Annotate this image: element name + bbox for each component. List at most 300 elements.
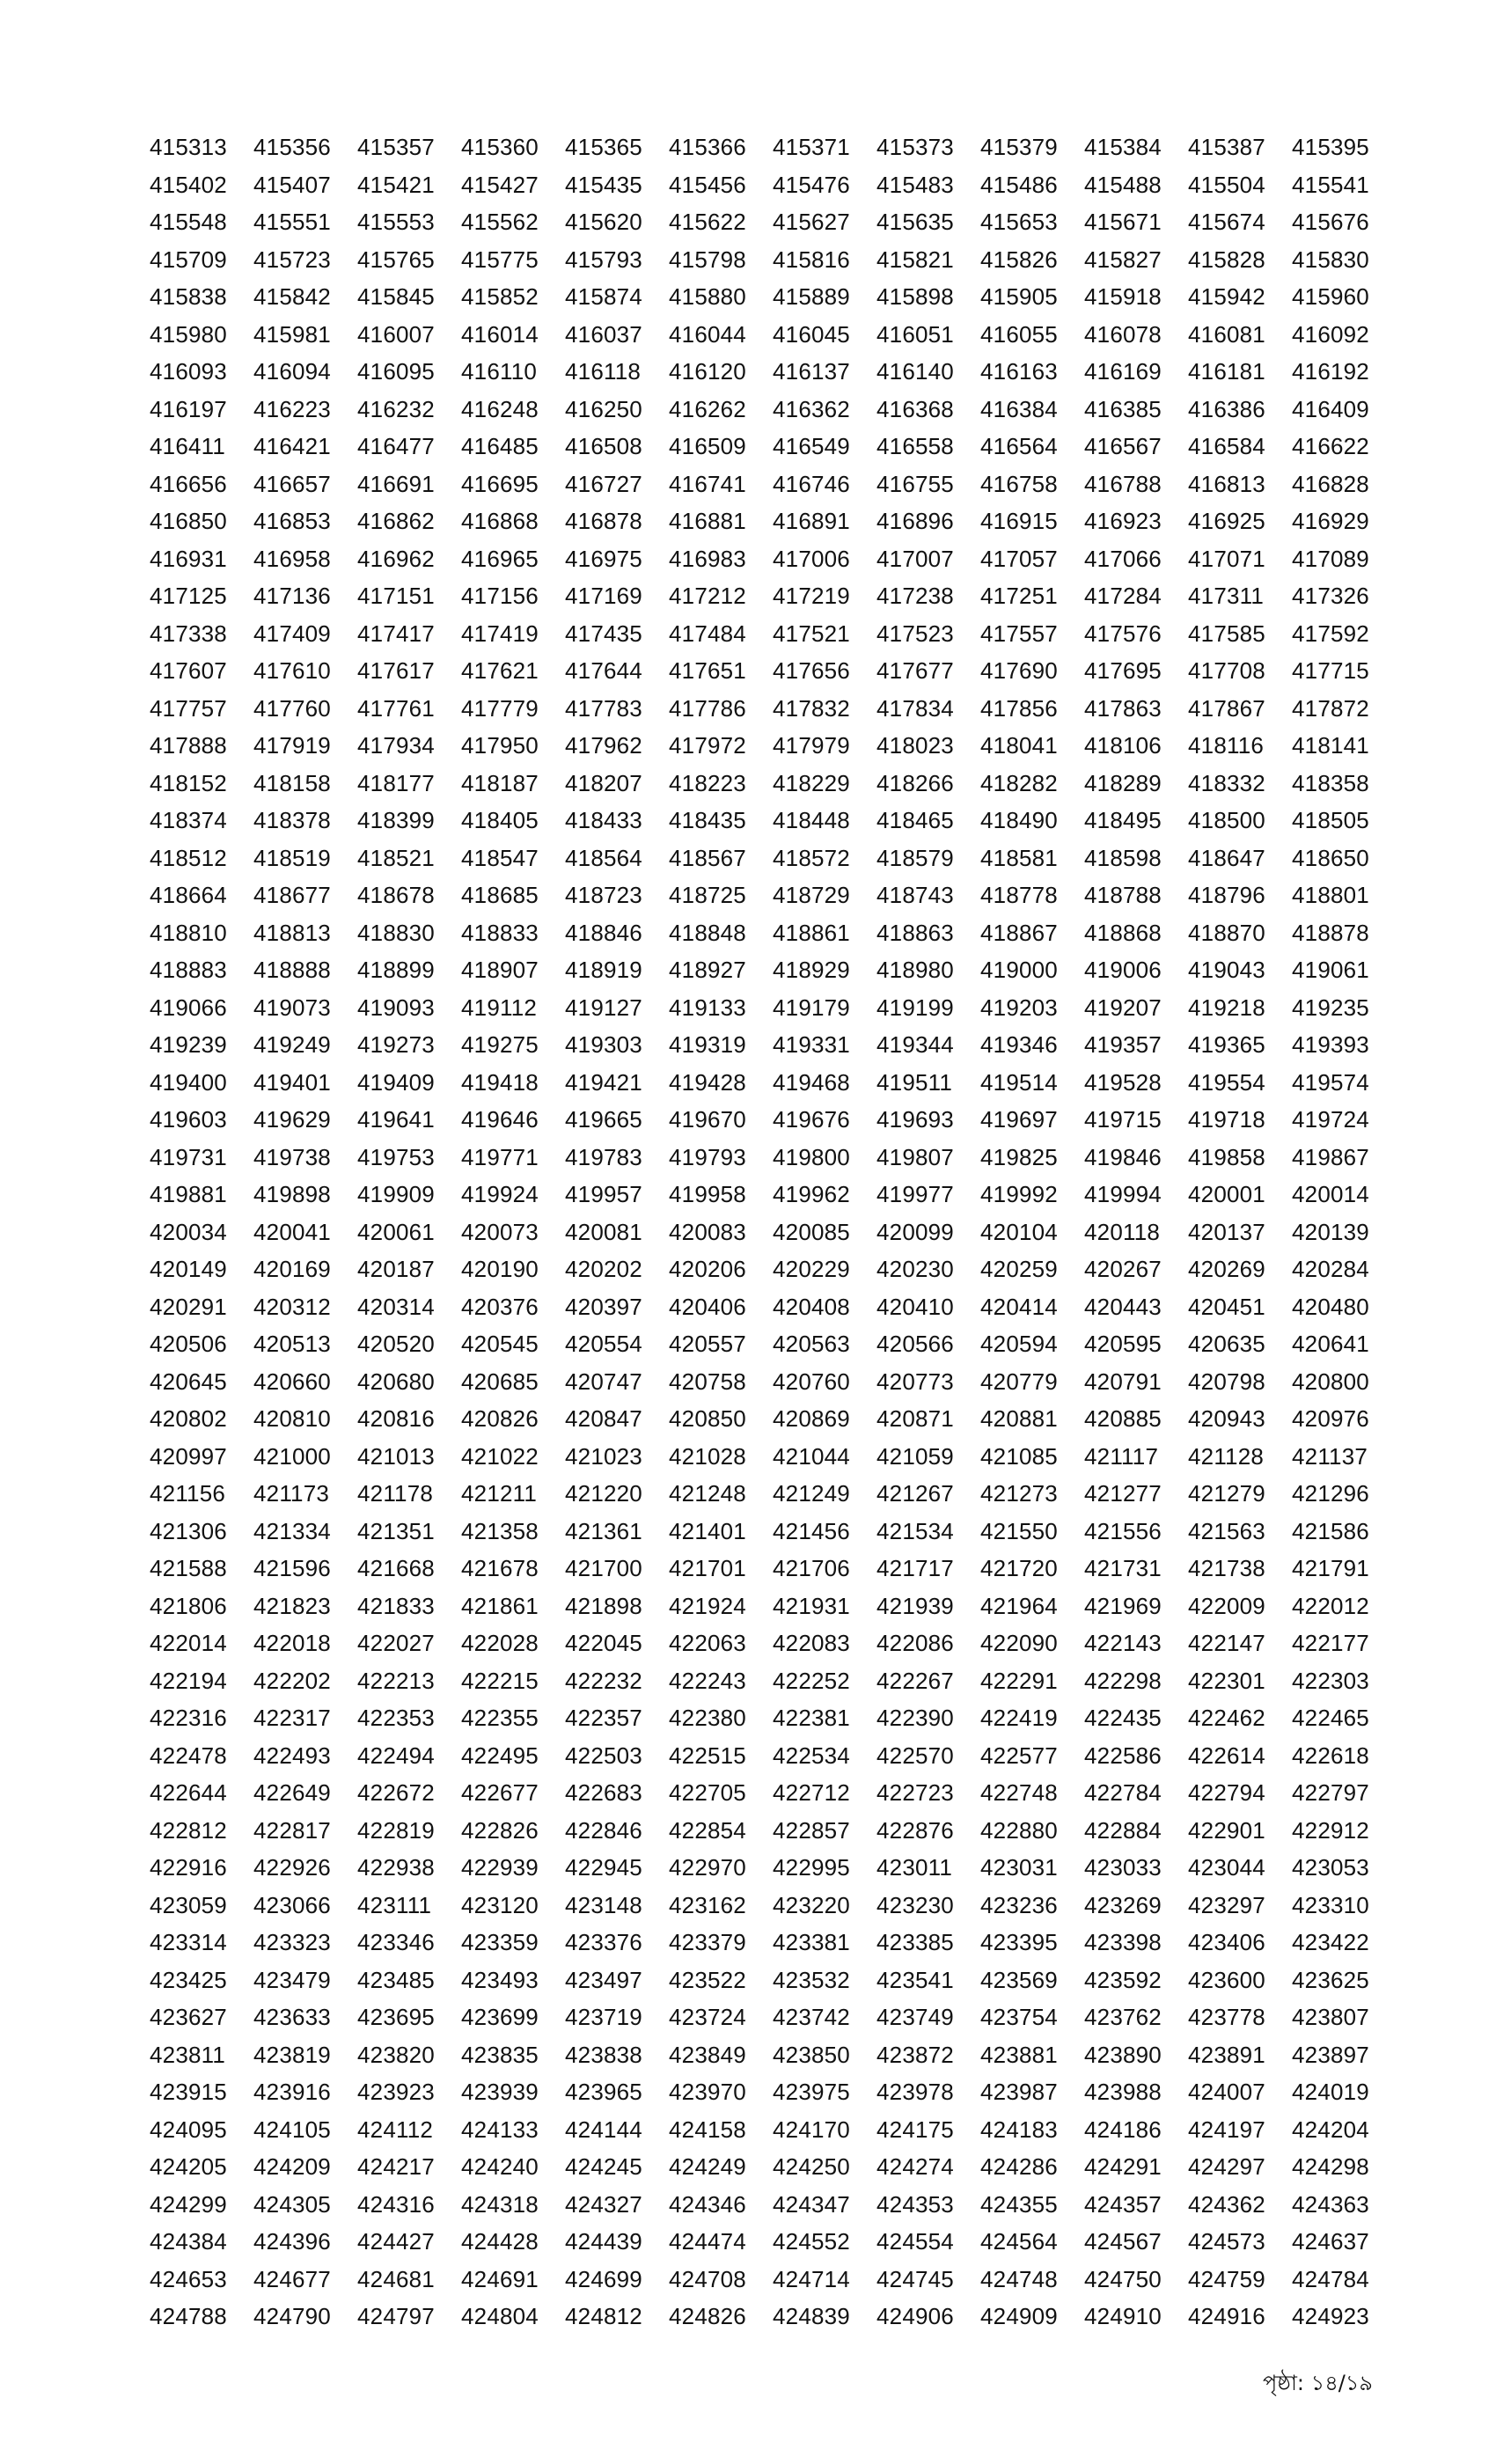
- roll-number-cell: 415827: [1084, 246, 1162, 273]
- roll-number-cell: 415435: [565, 171, 642, 198]
- roll-number-cell: 421173: [253, 1480, 330, 1507]
- roll-number-cell: 415828: [1188, 246, 1265, 273]
- roll-number-cell: 416509: [669, 433, 746, 459]
- roll-number-cell: 420001: [1188, 1181, 1265, 1207]
- roll-number-cell: 420798: [1188, 1368, 1265, 1395]
- roll-number-cell: 422232: [565, 1667, 642, 1694]
- roll-number-cell: 421556: [1084, 1517, 1162, 1544]
- roll-number-cell: 417311: [1188, 583, 1265, 609]
- roll-number-cell: 422390: [876, 1705, 954, 1731]
- roll-number-cell: 423695: [357, 2004, 435, 2030]
- roll-number-cell: 424909: [980, 2303, 1058, 2329]
- roll-number-cell: 415826: [980, 246, 1058, 273]
- roll-number-cell: 420545: [461, 1331, 539, 1357]
- roll-number-cell: 416384: [980, 395, 1058, 422]
- roll-number-cell: 416727: [565, 470, 642, 497]
- roll-number-cell: 420976: [1292, 1405, 1369, 1432]
- roll-number-cell: 421249: [773, 1480, 850, 1507]
- roll-number-cell: 419771: [461, 1143, 539, 1170]
- roll-number-cell: 420850: [669, 1405, 746, 1432]
- roll-number-cell: 420773: [876, 1368, 954, 1395]
- roll-number-cell: 422794: [1188, 1779, 1265, 1806]
- roll-number-cell: 416657: [253, 470, 331, 497]
- roll-number-cell: 423625: [1292, 1966, 1369, 1993]
- roll-number-cell: 423916: [253, 2079, 331, 2105]
- roll-number-cell: 418919: [565, 957, 642, 983]
- roll-number-cell: 418867: [980, 919, 1058, 946]
- roll-number-cell: 419357: [1084, 1031, 1162, 1058]
- roll-number-cell: 419992: [980, 1181, 1058, 1207]
- roll-number-cell: 416485: [461, 433, 539, 459]
- roll-number-cell: 420267: [1084, 1256, 1162, 1282]
- roll-number-cell: 423493: [461, 1966, 539, 1993]
- roll-number-cell: 421668: [357, 1555, 435, 1581]
- roll-number-cell: 424439: [565, 2228, 642, 2255]
- roll-number-cell: 417872: [1292, 694, 1369, 722]
- roll-number-cell: 424297: [1188, 2153, 1265, 2180]
- roll-number-cell: 420779: [980, 1368, 1058, 1395]
- roll-number-cell: 419665: [565, 1106, 642, 1133]
- roll-number-cell: 422846: [565, 1816, 642, 1844]
- roll-number-cell: 422380: [669, 1705, 746, 1731]
- roll-number-cell: 422672: [357, 1779, 435, 1806]
- roll-number-cell: 423819: [253, 2041, 331, 2068]
- roll-number-cell: 415942: [1188, 283, 1265, 310]
- roll-number-cell: 421273: [980, 1480, 1058, 1507]
- roll-number-cell: 415653: [980, 209, 1058, 235]
- roll-number-cell: 416192: [1292, 358, 1369, 385]
- roll-number-cell: 421277: [1084, 1480, 1162, 1507]
- roll-number-cell: 417169: [565, 583, 642, 609]
- roll-number-cell: 417435: [565, 620, 642, 647]
- roll-number-cell: 416250: [565, 395, 642, 422]
- roll-number-cell: 419401: [253, 1068, 331, 1096]
- roll-number-cell: 418598: [1084, 844, 1162, 871]
- roll-number-cell: 423398: [1084, 1929, 1162, 1955]
- roll-number-cell: 424691: [461, 2265, 539, 2292]
- roll-number-cell: 415360: [461, 134, 539, 160]
- roll-number-cell: 424197: [1188, 2116, 1265, 2143]
- roll-number-cell: 422945: [565, 1854, 642, 1881]
- roll-number-cell: 416558: [876, 433, 954, 459]
- roll-number-cell: 422819: [357, 1816, 435, 1844]
- roll-number-cell: 416850: [150, 508, 227, 534]
- roll-number-cell: 417417: [357, 620, 435, 647]
- roll-number-cell: 416385: [1084, 395, 1162, 422]
- roll-number-cell: 423422: [1292, 1929, 1369, 1955]
- roll-number-cell: 419344: [876, 1031, 954, 1058]
- roll-number-cell: 416094: [253, 358, 331, 385]
- roll-number-cell: 417523: [876, 620, 954, 647]
- roll-number-cell: 415313: [150, 134, 227, 160]
- roll-number-cell: 416853: [253, 508, 331, 534]
- roll-number-cell: 420202: [565, 1256, 642, 1282]
- roll-number-cell: 422712: [773, 1779, 850, 1806]
- roll-number-cell: 420997: [150, 1442, 227, 1470]
- roll-number-cell: 415671: [1084, 209, 1162, 235]
- roll-number-cell: 416813: [1188, 470, 1265, 497]
- roll-number-cell: 420137: [1188, 1218, 1265, 1245]
- roll-number-cell: 424653: [150, 2265, 227, 2292]
- roll-number-cell: 422683: [565, 1779, 642, 1806]
- roll-number-cell: 417779: [461, 694, 539, 722]
- roll-number-cell: 423379: [669, 1929, 746, 1955]
- roll-number-cell: 417651: [669, 657, 746, 684]
- page-number: পৃষ্ঠা: ১৪/১৯: [1263, 2371, 1373, 2395]
- roll-number-cell: 421596: [253, 1555, 331, 1581]
- roll-number-cell: 420816: [357, 1405, 435, 1432]
- roll-number-cell: 420397: [565, 1293, 642, 1320]
- roll-number-cell: 422515: [669, 1742, 746, 1769]
- roll-number-cell: 415981: [253, 320, 331, 348]
- roll-number-cell: 424916: [1188, 2303, 1265, 2329]
- roll-number-cell: 422177: [1292, 1630, 1369, 1656]
- roll-number-cell: 419924: [461, 1181, 539, 1207]
- roll-number-cell: 422143: [1084, 1630, 1162, 1656]
- roll-number-cell: 419000: [980, 957, 1058, 983]
- roll-number-cell: 416421: [253, 433, 331, 459]
- roll-number-cell: 419218: [1188, 994, 1265, 1021]
- roll-number-cell: 417919: [253, 732, 331, 759]
- roll-number-cell: 420885: [1084, 1405, 1162, 1432]
- roll-number-cell: 418547: [461, 844, 539, 871]
- roll-number-cell: 419724: [1292, 1106, 1369, 1133]
- roll-number-cell: 419867: [1292, 1143, 1369, 1170]
- roll-number-cell: 424906: [876, 2303, 954, 2329]
- roll-number-cell: 421059: [876, 1442, 954, 1470]
- roll-number-cell: 418929: [773, 957, 850, 983]
- roll-number-cell: 420014: [1292, 1181, 1369, 1207]
- roll-number-cell: 420139: [1292, 1218, 1369, 1245]
- roll-number-cell: 415723: [253, 246, 331, 273]
- roll-number-cell: 419127: [565, 994, 642, 1021]
- roll-number-cell: 417690: [980, 657, 1058, 684]
- roll-number-cell: 419203: [980, 994, 1058, 1021]
- roll-number-cell: 418023: [876, 732, 954, 759]
- roll-number-cell: 416622: [1292, 433, 1369, 459]
- roll-number-cell: 415427: [461, 171, 539, 198]
- roll-number-cell: 418863: [876, 919, 954, 946]
- roll-number-cell: 423066: [253, 1891, 331, 1918]
- roll-number-cell: 419043: [1188, 957, 1265, 983]
- roll-number-cell: 423059: [150, 1891, 227, 1918]
- roll-number-cell: 423724: [669, 2004, 746, 2030]
- roll-number-cell: 417409: [253, 620, 331, 647]
- roll-number-cell: 423479: [253, 1966, 331, 1993]
- roll-number-cell: 416118: [565, 358, 642, 385]
- roll-number-cell: 415830: [1292, 246, 1369, 273]
- roll-number-cell: 418500: [1188, 807, 1265, 833]
- roll-number-cell: 423811: [150, 2041, 226, 2068]
- roll-number-cell: 415674: [1188, 209, 1265, 235]
- roll-number-cell: 424839: [773, 2303, 850, 2329]
- roll-number-cell: 423532: [773, 1966, 850, 1993]
- roll-number-cell: 417251: [980, 583, 1058, 609]
- roll-number-cell: 424240: [461, 2153, 539, 2180]
- roll-number-cell: 418289: [1084, 769, 1162, 796]
- roll-number-cell: 423111: [357, 1891, 432, 1918]
- roll-number-cell: 422649: [253, 1779, 331, 1806]
- roll-number-cell: 423269: [1084, 1891, 1162, 1918]
- roll-number-cell: 419400: [150, 1068, 227, 1096]
- roll-number-cell: 424133: [461, 2116, 539, 2143]
- roll-number-cell: 420061: [357, 1218, 435, 1245]
- roll-number-cell: 424291: [1084, 2153, 1162, 2180]
- roll-number-cell: 420758: [669, 1368, 746, 1395]
- roll-number-cell: 415553: [357, 209, 435, 235]
- roll-number-cell: 421128: [1188, 1442, 1265, 1470]
- roll-number-cell: 419199: [876, 994, 954, 1021]
- roll-number-cell: 417656: [773, 657, 850, 684]
- roll-number-cell: 416758: [980, 470, 1058, 497]
- roll-number-cell: 424175: [876, 2116, 954, 2143]
- roll-number-cell: 417151: [357, 583, 435, 609]
- roll-number-cell: 422419: [980, 1705, 1058, 1731]
- roll-number-cell: 421334: [253, 1517, 331, 1544]
- roll-number-cell: 424677: [253, 2265, 331, 2292]
- roll-number-cell: 424204: [1292, 2116, 1369, 2143]
- roll-number-cell: 421717: [876, 1555, 954, 1581]
- roll-number-cell: 423749: [876, 2004, 954, 2030]
- roll-number-cell: 420451: [1188, 1293, 1265, 1320]
- roll-number-cell: 418358: [1292, 769, 1369, 796]
- roll-number-cell: 419881: [150, 1181, 227, 1207]
- roll-number-cell: 416093: [150, 358, 227, 385]
- roll-number-cell: 418878: [1292, 919, 1369, 946]
- roll-number-cell: 422854: [669, 1816, 746, 1844]
- roll-number-cell: 416741: [669, 470, 746, 497]
- roll-number-cell: 418495: [1084, 807, 1162, 833]
- roll-number-cell: 418207: [565, 769, 642, 796]
- roll-number-cell: 416477: [357, 433, 435, 459]
- roll-number-cell: 419718: [1188, 1106, 1265, 1133]
- roll-number-grid: [150, 128, 1396, 2336]
- roll-number-cell: 420081: [565, 1218, 642, 1245]
- roll-number-cell: 417950: [461, 732, 539, 759]
- roll-number-cell: 416564: [980, 433, 1058, 459]
- roll-number-cell: 420881: [980, 1405, 1058, 1432]
- roll-number-cell: 421939: [876, 1592, 954, 1619]
- roll-number-cell: 423633: [253, 2004, 331, 2030]
- roll-number-cell: 422465: [1292, 1705, 1369, 1731]
- roll-number-cell: 422884: [1084, 1816, 1162, 1844]
- roll-number-cell: 415541: [1292, 171, 1369, 198]
- roll-number-cell: 424105: [253, 2116, 331, 2143]
- roll-number-cell: 415365: [565, 134, 642, 160]
- roll-number-cell: 421550: [980, 1517, 1058, 1544]
- roll-number-cell: 422797: [1292, 1779, 1369, 1806]
- roll-number-cell: 417834: [876, 694, 954, 722]
- roll-number-cell: 419783: [565, 1143, 642, 1170]
- roll-number-cell: 422027: [357, 1630, 435, 1656]
- roll-number-cell: 422748: [980, 1779, 1058, 1806]
- roll-number-cell: 417238: [876, 583, 954, 609]
- roll-number-cell: 417006: [773, 545, 850, 572]
- roll-number-cell: 423975: [773, 2079, 850, 2105]
- roll-number-cell: 421791: [1292, 1555, 1369, 1581]
- roll-number-cell: 416862: [357, 508, 435, 534]
- roll-number-cell: 422018: [253, 1630, 331, 1656]
- roll-number-cell: 415357: [357, 134, 435, 160]
- roll-number-cell: 415486: [980, 171, 1058, 198]
- roll-number-cell: 418282: [980, 769, 1058, 796]
- roll-number-cell: 421898: [565, 1592, 642, 1619]
- roll-number-cell: 422857: [773, 1816, 850, 1844]
- roll-number-cell: 423376: [565, 1929, 642, 1955]
- roll-number-cell: 421706: [773, 1555, 850, 1581]
- roll-number-cell: 422677: [461, 1779, 539, 1806]
- roll-number-cell: 415905: [980, 283, 1058, 310]
- roll-number-cell: 422495: [461, 1742, 539, 1769]
- roll-number-cell: 418229: [773, 769, 850, 796]
- roll-number-cell: 421586: [1292, 1517, 1369, 1544]
- roll-number-cell: 420660: [253, 1368, 331, 1395]
- roll-number-cell: 422926: [253, 1854, 331, 1881]
- roll-number-cell: 419807: [876, 1143, 954, 1170]
- roll-number-cell: 415620: [565, 209, 642, 235]
- roll-number-cell: 416931: [150, 545, 227, 572]
- roll-number-cell: 420443: [1084, 1293, 1162, 1320]
- roll-number-cell: 423120: [461, 1891, 539, 1918]
- roll-number-cell: 417715: [1292, 657, 1369, 684]
- roll-number-cell: 422494: [357, 1742, 435, 1769]
- roll-number-cell: 422570: [876, 1742, 954, 1769]
- roll-number-cell: 419514: [980, 1068, 1058, 1096]
- roll-number-cell: 415366: [669, 134, 746, 160]
- roll-number-cell: 424428: [461, 2228, 539, 2255]
- roll-number-cell: 424564: [980, 2228, 1058, 2255]
- roll-number-cell: 422012: [1292, 1592, 1369, 1619]
- roll-number-cell: 421211: [461, 1480, 538, 1507]
- roll-number-cell: 423807: [1292, 2004, 1369, 2030]
- roll-number-cell: 416923: [1084, 508, 1162, 534]
- roll-number-cell: 424347: [773, 2190, 850, 2218]
- roll-number-cell: 417484: [669, 620, 746, 647]
- roll-number-cell: 420641: [1292, 1331, 1369, 1357]
- roll-number-cell: 415845: [357, 283, 435, 310]
- roll-number-cell: 422705: [669, 1779, 746, 1806]
- roll-number-cell: 419273: [357, 1031, 435, 1058]
- roll-number-cell: 415504: [1188, 171, 1265, 198]
- roll-number-cell: 418177: [357, 769, 435, 796]
- roll-number-cell: 422644: [150, 1779, 227, 1806]
- roll-number-cell: 424573: [1188, 2228, 1265, 2255]
- roll-number-cell: 422194: [150, 1667, 227, 1694]
- roll-number-cell: 423346: [357, 1929, 435, 1955]
- roll-number-cell: 421964: [980, 1592, 1058, 1619]
- roll-number-cell: 418927: [669, 957, 746, 983]
- roll-number-cell: 415960: [1292, 283, 1369, 310]
- roll-number-cell: 420847: [565, 1405, 642, 1432]
- roll-number-cell: 417617: [357, 657, 435, 684]
- roll-number-cell: 420554: [565, 1331, 642, 1357]
- roll-number-cell: 420760: [773, 1368, 850, 1395]
- roll-number-cell: 415483: [876, 171, 954, 198]
- roll-number-cell: 418581: [980, 844, 1058, 871]
- roll-number-cell: 417644: [565, 657, 642, 684]
- roll-number-cell: 418830: [357, 919, 435, 946]
- roll-number-cell: 415842: [253, 283, 331, 310]
- roll-number-cell: 421700: [565, 1555, 642, 1581]
- roll-number-cell: 416828: [1292, 470, 1369, 497]
- roll-number-cell: 421738: [1188, 1555, 1265, 1581]
- roll-number-cell: 424396: [253, 2228, 331, 2255]
- roll-number-cell: 419006: [1084, 957, 1162, 983]
- roll-number-cell: 419428: [669, 1068, 746, 1096]
- roll-number-cell: 418677: [253, 882, 331, 908]
- roll-number-cell: 418888: [253, 957, 331, 983]
- roll-number-cell: 419346: [980, 1031, 1058, 1058]
- roll-number-cell: 424923: [1292, 2303, 1369, 2329]
- roll-number-cell: 422478: [150, 1742, 227, 1769]
- roll-number-cell: 423230: [876, 1891, 954, 1918]
- roll-number-cell: 421117: [1084, 1442, 1159, 1470]
- roll-number-cell: 424554: [876, 2228, 954, 2255]
- roll-number-cell: 424745: [876, 2265, 954, 2292]
- roll-number-cell: 421969: [1084, 1592, 1162, 1619]
- roll-number-cell: 423148: [565, 1891, 642, 1918]
- roll-number-cell: 417156: [461, 583, 539, 609]
- roll-number-cell: 416962: [357, 545, 435, 572]
- roll-number-cell: 417557: [980, 620, 1058, 647]
- roll-number-cell: 423220: [773, 1891, 850, 1918]
- roll-number-cell: 423425: [150, 1966, 227, 1993]
- roll-number-cell: 422618: [1292, 1742, 1369, 1769]
- roll-number-cell: 420869: [773, 1405, 850, 1432]
- roll-number-cell: 416925: [1188, 508, 1265, 534]
- roll-number-cell: 415476: [773, 171, 850, 198]
- roll-number-cell: 418801: [1292, 882, 1369, 908]
- roll-number-cell: 418435: [669, 807, 746, 833]
- roll-number-cell: 422916: [150, 1854, 227, 1881]
- roll-number-cell: 418729: [773, 882, 850, 908]
- roll-number-cell: 421023: [565, 1442, 642, 1470]
- roll-number-cell: 421563: [1188, 1517, 1265, 1544]
- roll-number-cell: 421279: [1188, 1480, 1265, 1507]
- roll-number-cell: 417136: [253, 583, 331, 609]
- roll-number-cell: 420229: [773, 1256, 850, 1282]
- roll-number-cell: 418907: [461, 957, 539, 983]
- roll-number-cell: 424788: [150, 2303, 227, 2329]
- roll-number-cell: 422298: [1084, 1667, 1162, 1694]
- roll-number-cell: 418141: [1292, 732, 1369, 759]
- roll-number-cell: 418405: [461, 807, 539, 833]
- roll-number-cell: 417888: [150, 732, 227, 759]
- roll-number-cell: 419641: [357, 1106, 435, 1133]
- roll-number-cell: 420595: [1084, 1331, 1162, 1357]
- roll-number-cell: 423988: [1084, 2079, 1162, 2105]
- roll-number-cell: 422435: [1084, 1705, 1162, 1731]
- roll-number-cell: 422357: [565, 1705, 642, 1731]
- roll-number-cell: 423820: [357, 2041, 435, 2068]
- roll-number-cell: 417695: [1084, 657, 1162, 684]
- roll-number-cell: 419715: [1084, 1106, 1162, 1133]
- roll-number-cell: 423923: [357, 2079, 435, 2105]
- roll-number-cell: 419249: [253, 1031, 331, 1058]
- roll-number-cell: 420480: [1292, 1293, 1369, 1320]
- roll-number-cell: 418158: [253, 769, 331, 796]
- roll-number-cell: 418743: [876, 882, 954, 908]
- roll-number-cell: 419753: [357, 1143, 435, 1170]
- roll-number-cell: 417708: [1188, 657, 1265, 684]
- roll-number-cell: 424250: [773, 2153, 850, 2180]
- roll-number-cell: 418399: [357, 807, 435, 833]
- roll-number-cell: 419093: [357, 994, 435, 1021]
- roll-number-cell: 424318: [461, 2190, 539, 2218]
- roll-number-cell: 415384: [1084, 134, 1162, 160]
- roll-number-cell: 418266: [876, 769, 954, 796]
- roll-number-cell: 416262: [669, 395, 746, 422]
